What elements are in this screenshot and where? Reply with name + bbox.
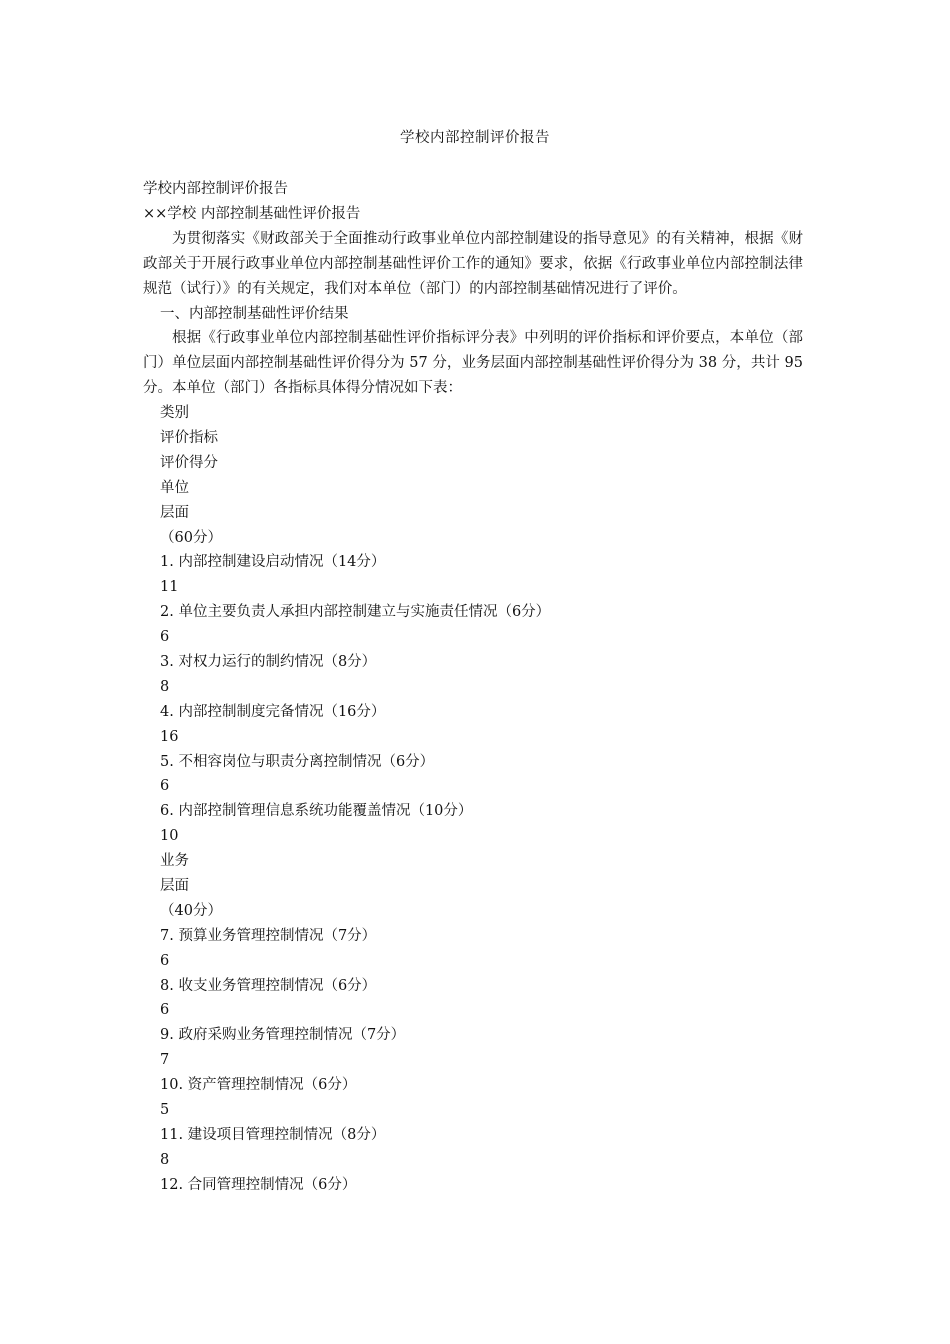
indicator-score: 7 (160, 1052, 170, 1069)
intro-paragraph: 为贯彻落实《财政部关于全面推动行政事业单位内部控制建设的指导意见》的有关精神，根据《财政部关于开展行政事业单位内部控制基础性评价工作的通知》要求，依据《行政事业单位内部控制法律规范（试行）》的有关规定，我们对本单位（部门）的内部控制基础情况进行了评价。 (143, 230, 803, 297)
indicator-label: 11. 建设项目管理控制情况（8分） (160, 1126, 386, 1143)
indicator-label: 7. 预算业务管理控制情况（7分） (160, 927, 377, 944)
indicator-score: 6 (160, 778, 170, 795)
business-level-label: 层面 (160, 878, 189, 895)
unit-level-points: （60分） (160, 529, 222, 546)
indicator-label: 8. 收支业务管理控制情况（6分） (160, 977, 377, 994)
indicator-score: 10 (160, 828, 179, 845)
indicator-label: 2. 单位主要负责人承担内部控制建立与实施责任情况（6分） (160, 604, 551, 621)
report-subheading: ××学校 内部控制基础性评价报告 (143, 205, 361, 222)
business-level-points: （40分） (160, 902, 222, 919)
unit-level-label: 层面 (160, 504, 189, 521)
document-body (143, 177, 803, 1198)
indicator-score: 11 (160, 579, 179, 596)
indicator-label: 12. 合同管理控制情况（6分） (160, 1176, 357, 1193)
table-header-score: 评价得分 (160, 454, 218, 471)
indicator-label: 4. 内部控制制度完备情况（16分） (160, 703, 386, 720)
section-paragraph: 根据《行政事业单位内部控制基础性评价指标评分表》中列明的评价指标和评价要点，本单位（部门）单位层面内部控制基础性评价得分为 57 分，业务层面内部控制基础性评价得分为 38 分，共计 95 分。本单位（部门）各指标具体得分情况如下表： (143, 330, 803, 397)
document-title: 学校内部控制评价报告 (400, 130, 550, 146)
indicator-score: 16 (160, 728, 179, 745)
table-header-category: 类别 (160, 405, 189, 422)
business-level-label: 业务 (160, 853, 189, 870)
table-header-indicator: 评价指标 (160, 430, 218, 446)
unit-level-label: 单位 (160, 479, 189, 496)
indicator-score: 6 (160, 952, 170, 969)
indicator-score: 6 (160, 1002, 170, 1019)
indicator-label: 1. 内部控制建设启动情况（14分） (160, 554, 386, 571)
indicator-label: 6. 内部控制管理信息系统功能覆盖情况（10分） (160, 803, 473, 820)
indicator-label: 5. 不相容岗位与职责分离控制情况（6分） (160, 753, 435, 770)
indicator-score: 6 (160, 629, 170, 646)
section-title: 一、内部控制基础性评价结果 (160, 305, 349, 322)
indicator-label: 9. 政府采购业务管理控制情况（7分） (160, 1027, 406, 1044)
report-heading: 学校内部控制评价报告 (143, 181, 288, 197)
indicator-score: 8 (160, 1151, 170, 1168)
indicator-score: 8 (160, 678, 170, 695)
indicator-label: 10. 资产管理控制情况（6分） (160, 1077, 357, 1094)
indicator-score: 5 (160, 1102, 170, 1119)
indicator-label: 3. 对权力运行的制约情况（8分） (160, 654, 377, 671)
